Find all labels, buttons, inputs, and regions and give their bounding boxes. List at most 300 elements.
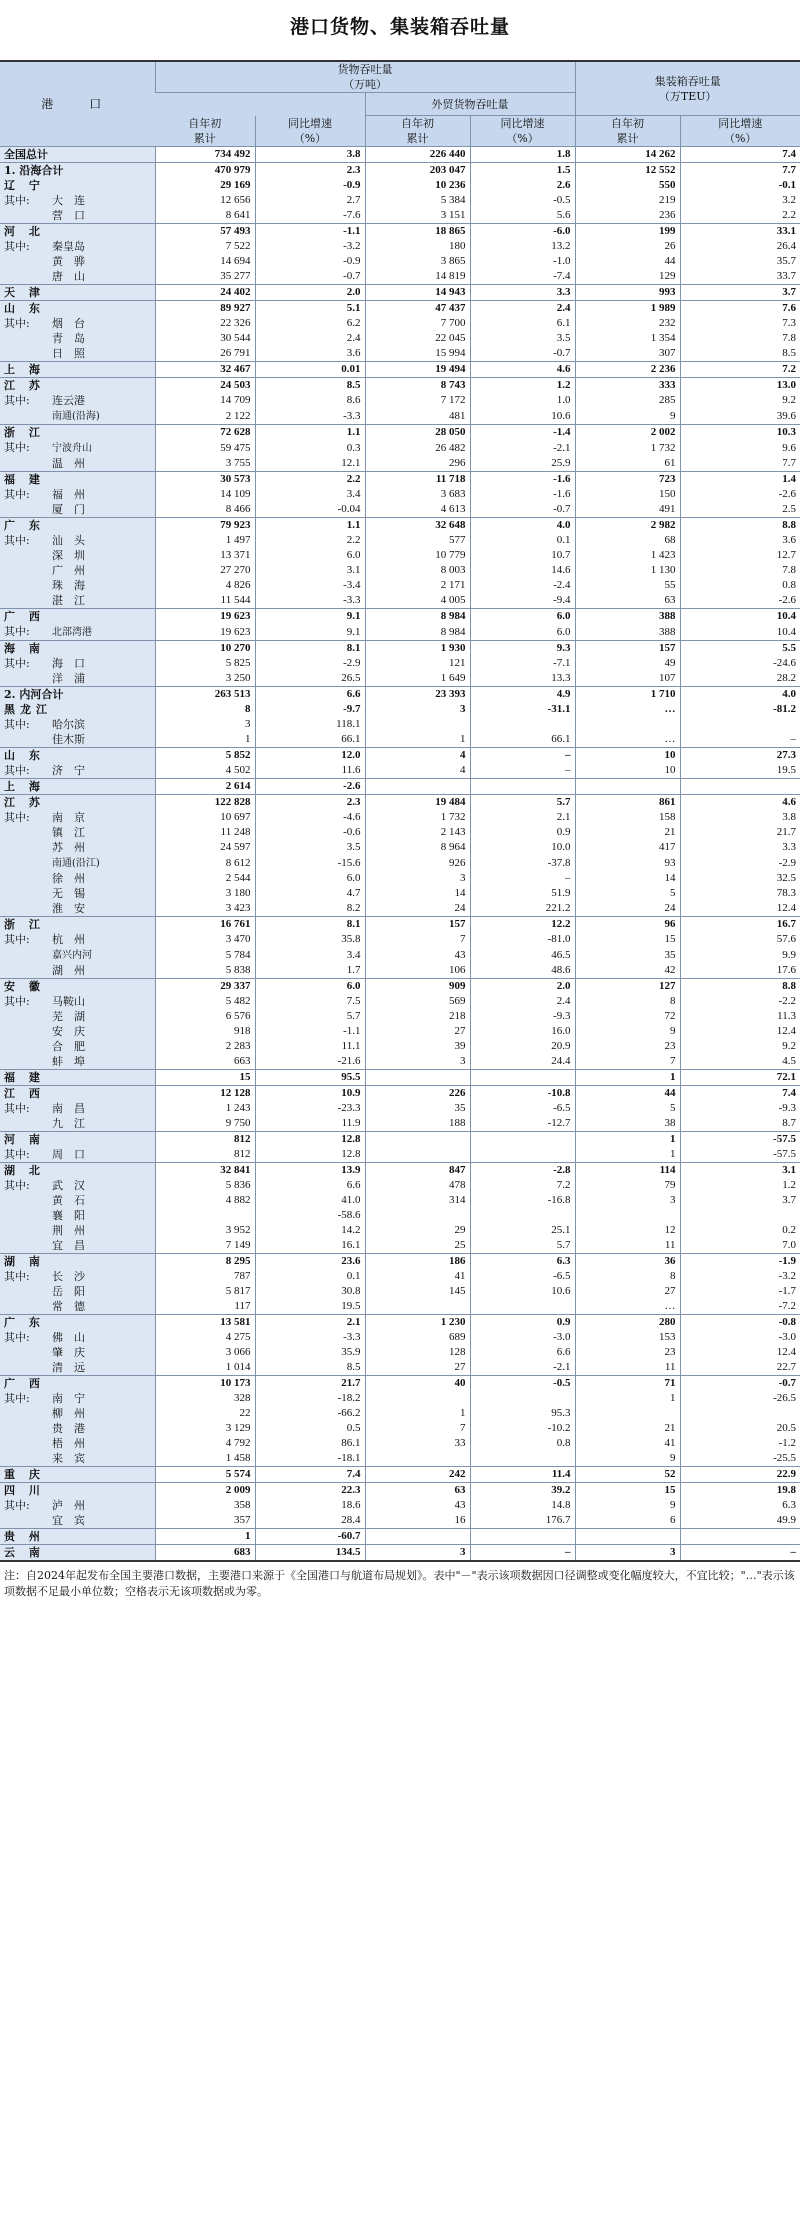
- foreign-ytd-cell: 106: [365, 963, 470, 979]
- container-yoy-cell: 0.2: [680, 1223, 800, 1238]
- port-name-cell: [0, 840, 155, 855]
- foreign-yoy-cell: -10.8: [470, 1086, 575, 1102]
- cargo-ytd-cell: [155, 1208, 255, 1223]
- table-row: [0, 548, 800, 563]
- foreign-ytd-cell: [365, 1070, 470, 1086]
- table-row: [0, 994, 800, 1009]
- container-yoy-cell: [680, 1529, 800, 1545]
- cargo-yoy-cell: 8.5: [255, 1360, 365, 1376]
- container-yoy-cell: -2.6: [680, 593, 800, 609]
- container-ytd-cell: 9: [575, 1024, 680, 1039]
- table-row: [0, 1024, 800, 1039]
- cargo-yoy-cell: 5.7: [255, 1009, 365, 1024]
- container-yoy-cell: [680, 1208, 800, 1223]
- cargo-yoy-cell: 118.1: [255, 717, 365, 732]
- container-ytd-cell: 26: [575, 239, 680, 254]
- cargo-yoy-header: [255, 116, 365, 147]
- cargo-yoy-cell: 21.7: [255, 1376, 365, 1392]
- ytd-label: 自年初: [401, 117, 434, 130]
- container-yoy-cell: -81.2: [680, 702, 800, 717]
- port-name: 苏 州: [52, 841, 85, 854]
- port-name-cell: [0, 378, 155, 394]
- cargo-ytd-cell: 2 009: [155, 1483, 255, 1499]
- container-ytd-cell: 44: [575, 254, 680, 269]
- cargo-ytd-cell: 59 475: [155, 440, 255, 456]
- foreign-yoy-cell: [470, 1070, 575, 1086]
- port-name-cell: [0, 671, 155, 687]
- cum-label: 累计: [406, 132, 429, 145]
- foreign-ytd-cell: 27: [365, 1360, 470, 1376]
- port-name-cell: [0, 917, 155, 933]
- port-name: 济 宁: [52, 764, 85, 777]
- cargo-yoy-cell: 0.3: [255, 440, 365, 456]
- foreign-yoy-cell: 1.5: [470, 163, 575, 179]
- cargo-yoy-cell: 30.8: [255, 1284, 365, 1299]
- table-row: [0, 1360, 800, 1376]
- cargo-yoy-cell: 6.0: [255, 979, 365, 995]
- cargo-ytd-cell: 8 466: [155, 502, 255, 518]
- foreign-yoy-cell: –: [470, 871, 575, 886]
- port-name: 襄 阳: [52, 1209, 85, 1222]
- port-name: 梧 州: [52, 1437, 85, 1450]
- cargo-ytd-cell: 14 109: [155, 487, 255, 502]
- foreign-yoy-cell: 7.2: [470, 1178, 575, 1193]
- foreign-yoy-cell: 3.3: [470, 285, 575, 301]
- foreign-yoy-cell: 66.1: [470, 732, 575, 748]
- cargo-ytd-cell: 1 014: [155, 1360, 255, 1376]
- container-yoy-cell: 22.7: [680, 1360, 800, 1376]
- foreign-ytd-cell: 128: [365, 1345, 470, 1360]
- container-ytd-cell: 236: [575, 208, 680, 224]
- container-yoy-cell: 7.8: [680, 331, 800, 346]
- table-row: [0, 563, 800, 578]
- cargo-ytd-cell: 357: [155, 1513, 255, 1529]
- port-name: 周 口: [52, 1148, 85, 1161]
- foreign-ytd-cell: 16: [365, 1513, 470, 1529]
- port-name-cell: [0, 1330, 155, 1345]
- cargo-title: 货物吞吐量: [337, 63, 393, 76]
- port-name-cell: [0, 285, 155, 301]
- cargo-yoy-cell: 11.6: [255, 763, 365, 779]
- cargo-yoy-cell: 9.1: [255, 609, 365, 625]
- port-name-cell: [0, 1039, 155, 1054]
- foreign-yoy-cell: -2.4: [470, 578, 575, 593]
- port-name: 南 京: [52, 811, 85, 824]
- foreign-ytd-cell: 1: [365, 1406, 470, 1421]
- foreign-yoy-cell: 16.0: [470, 1024, 575, 1039]
- table-row: [0, 163, 800, 179]
- container-ytd-cell: 24: [575, 901, 680, 917]
- port-name: 日 照: [52, 347, 85, 360]
- container-yoy-cell: 4.0: [680, 687, 800, 703]
- foreign-yoy-cell: [470, 779, 575, 795]
- port-name-cell: [0, 1467, 155, 1483]
- table-row: [0, 717, 800, 732]
- container-ytd-cell: 388: [575, 624, 680, 641]
- port-name: 唐 山: [52, 270, 85, 283]
- port-name-cell: [0, 254, 155, 269]
- port-column-header: 港 口: [0, 61, 155, 147]
- table-row: [0, 979, 800, 995]
- container-yoy-cell: 10.4: [680, 624, 800, 641]
- region-name: 湖 北: [4, 1164, 45, 1177]
- cargo-yoy-cell: 3.8: [255, 147, 365, 163]
- foreign-yoy-cell: -37.8: [470, 855, 575, 871]
- port-name: 长 沙: [52, 1270, 85, 1283]
- foreign-yoy-cell: -6.5: [470, 1269, 575, 1284]
- container-ytd-cell: 6: [575, 1513, 680, 1529]
- table-row: [0, 224, 800, 240]
- foreign-yoy-cell: 4.0: [470, 518, 575, 534]
- foreign-yoy-cell: -1.6: [470, 487, 575, 502]
- table-row: [0, 1345, 800, 1360]
- foreign-ytd-cell: [365, 779, 470, 795]
- cargo-yoy-cell: 6.0: [255, 548, 365, 563]
- region-name: 山 东: [4, 302, 45, 315]
- cargo-yoy-cell: 14.2: [255, 1223, 365, 1238]
- container-ytd-cell: 723: [575, 472, 680, 488]
- foreign-ytd-cell: 314: [365, 1193, 470, 1208]
- cargo-yoy-cell: -4.6: [255, 810, 365, 825]
- ytd-label: 自年初: [188, 116, 222, 130]
- container-yoy-cell: [680, 779, 800, 795]
- port-name-cell: [0, 1284, 155, 1299]
- container-ytd-cell: 2 002: [575, 425, 680, 441]
- foreign-yoy-header: [470, 116, 575, 147]
- region-name: 江 苏: [4, 796, 45, 809]
- port-name-cell: [0, 346, 155, 362]
- container-yoy-cell: 16.7: [680, 917, 800, 933]
- container-ytd-cell: 1: [575, 1391, 680, 1406]
- cargo-yoy-cell: 28.4: [255, 1513, 365, 1529]
- foreign-ytd-cell: 847: [365, 1163, 470, 1179]
- table-row: [0, 671, 800, 687]
- cargo-yoy-cell: 22.3: [255, 1483, 365, 1499]
- container-yoy-cell: 7.7: [680, 456, 800, 472]
- cargo-ytd-cell: 10 173: [155, 1376, 255, 1392]
- table-row: [0, 178, 800, 193]
- port-name-cell: [0, 1436, 155, 1451]
- port-name: 广 州: [52, 564, 85, 577]
- cargo-yoy-cell: 86.1: [255, 1436, 365, 1451]
- port-name-cell: [0, 1406, 155, 1421]
- container-ytd-cell: 11: [575, 1238, 680, 1254]
- cargo-ytd-cell: 30 573: [155, 472, 255, 488]
- row-prefix: 其中:: [4, 194, 30, 207]
- port-name-cell: [0, 1163, 155, 1179]
- container-yoy-cell: -3.2: [680, 1269, 800, 1284]
- foreign-yoy-cell: 11.4: [470, 1467, 575, 1483]
- table-row: [0, 1451, 800, 1467]
- table-row: [0, 687, 800, 703]
- region-name: 福 建: [4, 1071, 45, 1084]
- cargo-ytd-cell: 22: [155, 1406, 255, 1421]
- port-name: 营 口: [52, 209, 85, 222]
- port-name-cell: [0, 440, 155, 456]
- container-yoy-cell: 32.5: [680, 871, 800, 886]
- cargo-ytd-cell: 8 295: [155, 1254, 255, 1270]
- cargo-yoy-cell: 8.2: [255, 901, 365, 917]
- container-ytd-cell: [575, 1208, 680, 1223]
- container-ytd-cell: 307: [575, 346, 680, 362]
- foreign-yoy-cell: 2.6: [470, 178, 575, 193]
- table-row: [0, 1483, 800, 1499]
- table-row: [0, 795, 800, 811]
- table-row: [0, 624, 800, 641]
- cargo-ytd-cell: 26 791: [155, 346, 255, 362]
- yoy-label: 同比增速: [718, 117, 763, 130]
- container-yoy-cell: -1.7: [680, 1284, 800, 1299]
- cargo-yoy-cell: 35.9: [255, 1345, 365, 1360]
- port-name-cell: [0, 1054, 155, 1070]
- container-ytd-cell: 71: [575, 1376, 680, 1392]
- container-ytd-cell: 417: [575, 840, 680, 855]
- table-row: [0, 440, 800, 456]
- port-name: 连云港: [52, 394, 85, 407]
- cargo-ytd-cell: 6 576: [155, 1009, 255, 1024]
- table-row: [0, 301, 800, 317]
- table-row: [0, 1070, 800, 1086]
- foreign-yoy-cell: 5.7: [470, 795, 575, 811]
- table-row: [0, 533, 800, 548]
- foreign-ytd-cell: 242: [365, 1467, 470, 1483]
- cargo-ytd-cell: 3: [155, 717, 255, 732]
- port-name-cell: [0, 1299, 155, 1315]
- container-ytd-cell: 219: [575, 193, 680, 208]
- container-yoy-cell: –: [680, 1545, 800, 1562]
- container-yoy-cell: -25.5: [680, 1451, 800, 1467]
- row-prefix: 其中:: [4, 1331, 30, 1344]
- cargo-yoy-cell: 1.1: [255, 425, 365, 441]
- container-ytd-cell: …: [575, 732, 680, 748]
- row-prefix: 其中:: [4, 1499, 30, 1512]
- cargo-ytd-cell: 10 270: [155, 641, 255, 657]
- cargo-yoy-cell: 9.1: [255, 624, 365, 641]
- foreign-ytd-cell: 8 743: [365, 378, 470, 394]
- cargo-ytd-cell: 1 458: [155, 1451, 255, 1467]
- port-name-cell: [0, 593, 155, 609]
- footnote: 注：自2024年起发布全国主要港口数据，主要港口来源于《全国港口与航道布局规划》。表中"－"表示该项数据因口径调整或变化幅度较大，不宜比较；"…"表示该项数据不足最小单位数；空格表示无该项数据或为零。: [4, 1569, 795, 1598]
- foreign-ytd-cell: 26 482: [365, 440, 470, 456]
- container-yoy-cell: 35.7: [680, 254, 800, 269]
- foreign-yoy-cell: 0.9: [470, 825, 575, 840]
- port-name-cell: [0, 687, 155, 703]
- port-name-cell: [0, 548, 155, 563]
- container-ytd-cell: 127: [575, 979, 680, 995]
- port-name-cell: [0, 1101, 155, 1116]
- row-prefix: 其中:: [4, 995, 30, 1008]
- cargo-ytd-cell: 3 952: [155, 1223, 255, 1238]
- table-row: [0, 1132, 800, 1148]
- container-ytd-cell: 861: [575, 795, 680, 811]
- foreign-ytd-cell: 41: [365, 1269, 470, 1284]
- container-yoy-cell: 39.6: [680, 408, 800, 425]
- container-yoy-cell: -24.6: [680, 656, 800, 671]
- port-name-cell: [0, 163, 155, 179]
- cargo-ytd-cell: 12 128: [155, 1086, 255, 1102]
- foreign-ytd-cell: 11 718: [365, 472, 470, 488]
- cargo-yoy-cell: 3.1: [255, 563, 365, 578]
- table-row: [0, 1529, 800, 1545]
- container-ytd-cell: 7: [575, 1054, 680, 1070]
- container-ytd-cell: 27: [575, 1284, 680, 1299]
- foreign-yoy-cell: 0.8: [470, 1436, 575, 1451]
- port-name: 青 岛: [52, 332, 85, 345]
- port-name: 深 圳: [52, 549, 85, 562]
- port-name: 宜 宾: [52, 1514, 85, 1527]
- container-ytd-cell: 1: [575, 1070, 680, 1086]
- port-name: 蚌 埠: [52, 1055, 85, 1068]
- foreign-ytd-cell: 22 045: [365, 331, 470, 346]
- table-row: [0, 1178, 800, 1193]
- container-yoy-cell: -2.2: [680, 994, 800, 1009]
- cargo-ytd-cell: 4 882: [155, 1193, 255, 1208]
- foreign-yoy-cell: 10.6: [470, 408, 575, 425]
- cargo-yoy-cell: 2.0: [255, 285, 365, 301]
- foreign-ytd-cell: 188: [365, 1116, 470, 1132]
- foreign-yoy-cell: [470, 1299, 575, 1315]
- foreign-yoy-cell: 39.2: [470, 1483, 575, 1499]
- container-yoy-cell: 4.6: [680, 795, 800, 811]
- port-name: 合 肥: [52, 1040, 85, 1053]
- port-name-cell: [0, 1498, 155, 1513]
- container-unit: （万TEU）: [658, 89, 717, 103]
- container-ytd-cell: 1 130: [575, 563, 680, 578]
- port-name: 佛 山: [52, 1331, 85, 1344]
- foreign-yoy-cell: 4.9: [470, 687, 575, 703]
- region-name: 河 南: [4, 1133, 45, 1146]
- container-ytd-cell: 21: [575, 825, 680, 840]
- cargo-ytd-cell: 29 337: [155, 979, 255, 995]
- container-ytd-cell: [575, 1406, 680, 1421]
- container-yoy-cell: 6.3: [680, 1498, 800, 1513]
- table-row: [0, 932, 800, 947]
- cargo-ytd-cell: 2 614: [155, 779, 255, 795]
- cargo-yoy-cell: 8.1: [255, 917, 365, 933]
- port-name-cell: [0, 408, 155, 425]
- foreign-ytd-cell: 40: [365, 1376, 470, 1392]
- port-name-cell: [0, 331, 155, 346]
- container-ytd-cell: 1 354: [575, 331, 680, 346]
- cargo-ytd-cell: 1 497: [155, 533, 255, 548]
- table-row: [0, 1545, 800, 1562]
- foreign-yoy-cell: 2.4: [470, 301, 575, 317]
- cargo-ytd-cell: 79 923: [155, 518, 255, 534]
- table-row: [0, 1238, 800, 1254]
- container-yoy-cell: 9.2: [680, 393, 800, 408]
- port-name-cell: [0, 1360, 155, 1376]
- row-prefix: 其中:: [4, 657, 30, 670]
- foreign-yoy-cell: 14.6: [470, 563, 575, 578]
- container-ytd-cell: 9: [575, 1451, 680, 1467]
- container-yoy-cell: 27.3: [680, 748, 800, 764]
- port-name-cell: [0, 1345, 155, 1360]
- foreign-yoy-cell: 25.9: [470, 456, 575, 472]
- foreign-ytd-cell: 1 230: [365, 1315, 470, 1331]
- foreign-ytd-cell: [365, 1147, 470, 1163]
- port-name-cell: [0, 1024, 155, 1039]
- table-row: [0, 1299, 800, 1315]
- port-name: 岳 阳: [52, 1285, 85, 1298]
- container-ytd-cell: 280: [575, 1315, 680, 1331]
- container-yoy-cell: 12.4: [680, 901, 800, 917]
- cargo-ytd-cell: 263 513: [155, 687, 255, 703]
- table-row: [0, 840, 800, 855]
- port-name-cell: [0, 641, 155, 657]
- cargo-ytd-cell: 11 248: [155, 825, 255, 840]
- port-name: 烟 台: [52, 317, 85, 330]
- foreign-yoy-cell: 6.3: [470, 1254, 575, 1270]
- container-yoy-cell: 11.3: [680, 1009, 800, 1024]
- foreign-ytd-cell: 43: [365, 1498, 470, 1513]
- container-ytd-cell: 5: [575, 886, 680, 901]
- foreign-ytd-cell: 145: [365, 1284, 470, 1299]
- foreign-yoy-cell: 51.9: [470, 886, 575, 901]
- foreign-yoy-cell: -7.1: [470, 656, 575, 671]
- port-name-cell: [0, 147, 155, 163]
- foreign-ytd-cell: 909: [365, 979, 470, 995]
- row-prefix: 其中:: [4, 933, 30, 946]
- table-row: [0, 147, 800, 163]
- table-row: [0, 1009, 800, 1024]
- container-ytd-cell: 12 552: [575, 163, 680, 179]
- row-prefix: 其中:: [4, 625, 30, 638]
- cargo-ytd-cell: 15: [155, 1070, 255, 1086]
- table-row: [0, 1421, 800, 1436]
- row-prefix: 其中:: [4, 718, 30, 731]
- table-row: [0, 254, 800, 269]
- container-yoy-cell: 0.8: [680, 578, 800, 593]
- port-name: 福 州: [52, 488, 85, 501]
- container-ytd-cell: 333: [575, 378, 680, 394]
- port-name-cell: [0, 779, 155, 795]
- port-name: 黄 骅: [52, 255, 85, 268]
- port-name-cell: [0, 810, 155, 825]
- container-yoy-cell: 12.4: [680, 1024, 800, 1039]
- port-name: 安 庆: [52, 1025, 85, 1038]
- table-row: [0, 748, 800, 764]
- foreign-yoy-cell: 3.5: [470, 331, 575, 346]
- container-ytd-cell: 9: [575, 408, 680, 425]
- table-row: [0, 285, 800, 301]
- table-row: [0, 947, 800, 963]
- cargo-yoy-cell: 16.1: [255, 1238, 365, 1254]
- port-name-cell: [0, 732, 155, 748]
- cargo-yoy-cell: 8.6: [255, 393, 365, 408]
- cargo-yoy-cell: 3.4: [255, 947, 365, 963]
- foreign-yoy-cell: -2.1: [470, 1360, 575, 1376]
- container-ytd-cell: 9: [575, 1498, 680, 1513]
- cargo-yoy-cell: 23.6: [255, 1254, 365, 1270]
- row-prefix: 其中:: [4, 811, 30, 824]
- pct-label: （%）: [293, 131, 327, 145]
- region-name: 重 庆: [4, 1468, 45, 1481]
- port-name-cell: [0, 932, 155, 947]
- container-ytd-cell: 10: [575, 748, 680, 764]
- foreign-ytd-cell: 689: [365, 1330, 470, 1345]
- foreign-yoy-cell: -0.5: [470, 193, 575, 208]
- port-name-cell: [0, 855, 155, 871]
- container-yoy-cell: 1.2: [680, 1178, 800, 1193]
- container-ytd-cell: 79: [575, 1178, 680, 1193]
- container-yoy-cell: 2.2: [680, 208, 800, 224]
- cargo-yoy-cell: 6.2: [255, 316, 365, 331]
- table-row: [0, 1039, 800, 1054]
- port-name-cell: [0, 224, 155, 240]
- port-name-cell: [0, 472, 155, 488]
- foreign-yoy-cell: 6.6: [470, 1345, 575, 1360]
- foreign-ytd-cell: 28 050: [365, 425, 470, 441]
